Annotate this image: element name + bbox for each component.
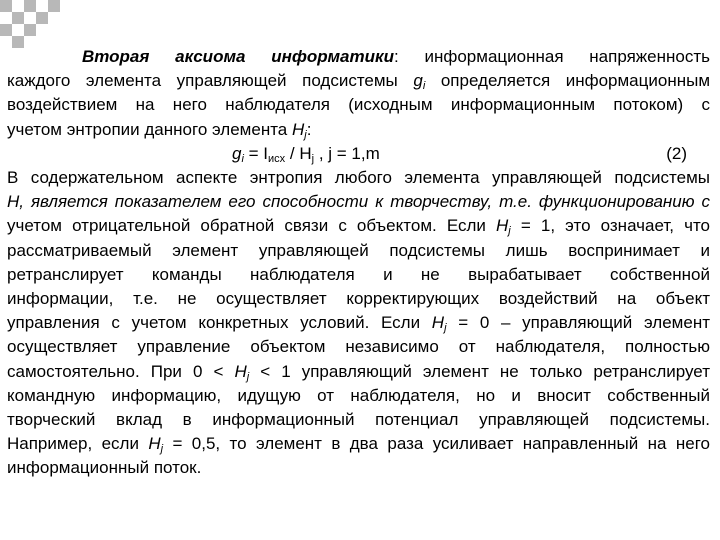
text-line: самостоятельно. При $0 < H_j < 1$ управляющий элемент не только ретранслирует	[7, 361, 710, 383]
formula-number: (2)	[666, 143, 687, 163]
text-line: каждого элемента управляющей подсистемы $g_i$ определяется информационным	[7, 71, 711, 93]
decorative-checker-pattern	[0, 0, 60, 48]
text-line: Вторая аксиома информатики: информационная напряженность	[82, 47, 710, 66]
text-line: воздействием на него наблюдателя (исходным информационным потоком) с	[7, 95, 710, 115]
formula-line	[7, 142, 710, 166]
text-line: рассматриваемый элемент управляющей подсистемы лишь воспринимает и	[7, 240, 710, 260]
text-line: информации, т.е. не осуществляет корректирующих воздействий на объект	[7, 289, 710, 309]
formula: $g_i = I_{исх} / H_j$ , j = 1,m	[232, 143, 380, 165]
text-line: командную информацию, идущую от наблюдателя, но и вносит собственный	[7, 385, 710, 405]
text-line: учетом отрицательной обратной связи с объектом. Если $H_j = 1$, это означает, что	[7, 216, 710, 238]
text-line: В содержательном аспекте энтропия любого элемента управляющей подсистемы	[7, 168, 710, 187]
text-line: информационный поток.	[7, 458, 202, 478]
document-body	[7, 45, 710, 481]
text-line: ретранслирует команды наблюдателя и не вырабатывает собственной	[7, 264, 710, 284]
text-line: учетом энтропии данного элемента $H_j$:	[7, 119, 312, 141]
text-line: H, является показателем его способности к творчеству, т.е. функционированию с	[7, 192, 710, 212]
text-line: управления с учетом конкретных условий. Если $H_j = 0$ – управляющий элемент	[7, 313, 710, 335]
text-line: творческий вклад в информационный потенциал управляющей подсистемы.	[7, 410, 710, 430]
text-line: осуществляет управление объектом независимо от наблюдателя, полностью	[7, 337, 710, 357]
axiom-term: Вторая аксиома информатики	[82, 47, 394, 66]
text-line: Например, если $H_j = 0,5$, то элемент в два раза усиливает направленный на него	[7, 434, 710, 456]
